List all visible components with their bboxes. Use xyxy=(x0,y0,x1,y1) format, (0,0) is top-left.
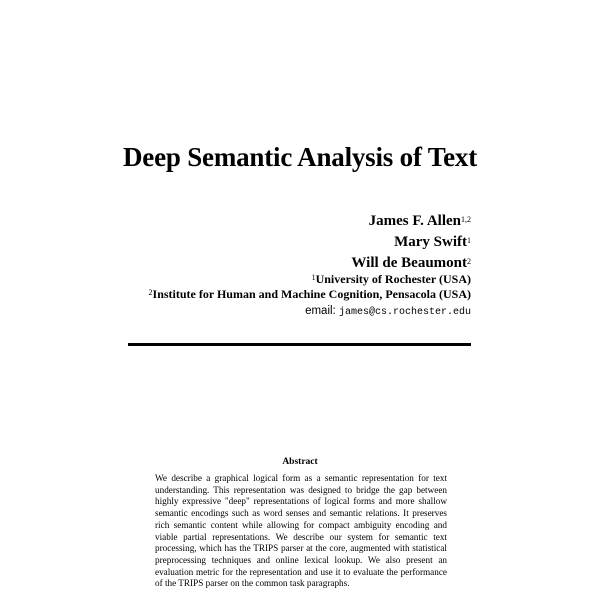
affiliation: $^1$University of Rochester (USA) xyxy=(311,272,471,286)
email-label: email: xyxy=(305,305,336,317)
email-address[interactable]: james@cs.rochester.edu xyxy=(338,307,471,318)
abstract-text: We describe a graphical logical form as a semantic representation for text understanding. This representation was designed to bridge the gap between highly expressive "deep" representations of logical forms and more shallow semantic encodings such as word senses and semantic relations. It preserves rich semantic content while allowing for compact ambiguity encoding and viable partial representations. We describe our system for semantic text processing, which has the TRIPS parser at the core, augmented with statistical preprocessing techniques and online lexical lookup. We also present an evaluation metric for the representation and use it to evaluate the performance of the TRIPS parser on the common task paragraphs. xyxy=(155,473,447,589)
title-divider xyxy=(128,343,471,346)
author: Mary Swift$^1$ xyxy=(394,234,471,250)
contact-email xyxy=(305,305,471,318)
author-list xyxy=(351,211,471,274)
affiliation: $^2$Institute for Human and Machine Cognition, Pensacola (USA) xyxy=(148,287,471,301)
author: Will de Beaumont$^2$ xyxy=(351,255,471,271)
paper-title: Deep Semantic Analysis of Text xyxy=(122,142,478,172)
author: James F. Allen$^{1,2}$ xyxy=(368,213,471,229)
affiliation-list xyxy=(149,272,471,302)
abstract-heading: Abstract xyxy=(282,457,318,467)
